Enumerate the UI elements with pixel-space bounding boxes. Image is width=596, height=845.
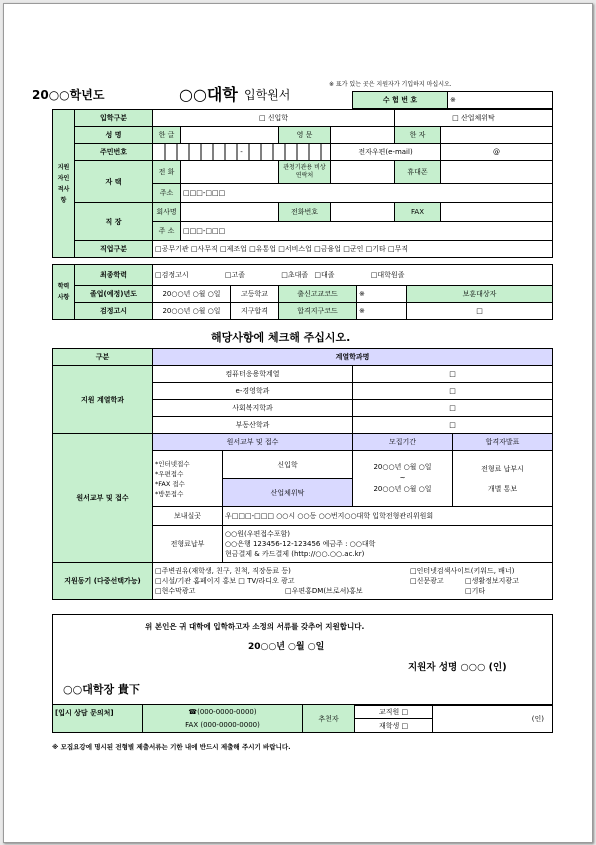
home-address-field[interactable]: □□□-□□□ <box>181 184 553 203</box>
motive-label: 지원동기 (다중선택가능) <box>53 563 153 600</box>
name-label: 성 명 <box>75 127 153 144</box>
fee-line: 현금결제 & 카드결제 (http://○○.○○.ac.kr) <box>225 550 365 558</box>
work-fax-field[interactable] <box>441 203 553 222</box>
footer-table <box>52 704 553 733</box>
contact-label: [입시 상담 문의처] <box>53 705 143 733</box>
app-type-special: 산업체위탁 <box>223 479 353 507</box>
home-address-label: 주소 <box>153 184 181 203</box>
university-name: ○○대학 <box>179 85 238 104</box>
name-hanja-label: 한 자 <box>395 127 441 144</box>
motive-option[interactable]: □인터넷검색사이트(키워드, 배너) <box>410 567 515 575</box>
app-method: *우편접수 <box>155 469 184 478</box>
school-code-mark: ※ <box>357 286 407 303</box>
applicant-section-label: 지원자인적사항 <box>53 110 75 258</box>
fee-label: 전형료납부 <box>153 526 223 563</box>
fee-line: ○○원(우편접수포함) <box>225 530 291 538</box>
dept-name: 컴퓨터응용학계열 <box>153 366 353 383</box>
contact-tel: ☎(000-0000-0000) <box>188 707 257 716</box>
contact-info <box>143 705 303 733</box>
exam-number-box <box>352 91 553 109</box>
final-edu-option[interactable]: □대학원졸 <box>370 271 405 279</box>
motive-option[interactable]: □주변권유(재학생, 친구, 친척, 직장동료 등) <box>155 567 291 575</box>
company-field[interactable] <box>181 203 279 222</box>
motive-option[interactable]: □생활정보지광고 <box>465 577 519 585</box>
home-phone-field[interactable] <box>181 161 279 184</box>
declaration-statement: 위 본인은 귀 대학에 입학하고자 소정의 서류를 갖추어 지원합니다. <box>145 622 365 631</box>
submission-note: ※ 모집요강에 명시된 전형별 제출서류는 기한 내에 반드시 제출해 주시기 바랍니다. <box>52 743 291 751</box>
form-title: 입학원서 <box>244 88 291 102</box>
app-result <box>453 451 553 507</box>
motive-option[interactable]: □신문광고 <box>410 577 444 585</box>
app-col2-header: 모집기간 <box>353 434 453 451</box>
motive-option[interactable]: □현수막광고 <box>155 587 196 595</box>
emergency-contact-label: 관청기관용 비상연락처 <box>279 161 331 184</box>
year-label: 20○○학년도 <box>32 88 105 102</box>
period-end: 20○○년 ○월 ○일 <box>373 485 432 493</box>
mail-label: 보내실곳 <box>153 507 223 526</box>
mobile-field[interactable] <box>441 161 553 184</box>
work-label: 직 장 <box>75 203 153 241</box>
recipient-label: ○○대학장 貴下 <box>63 683 140 696</box>
applicant-table <box>52 109 553 258</box>
ged-code-mark: ※ <box>357 303 407 320</box>
app-group-label: 원서교부 및 접수 <box>53 434 153 563</box>
app-type-new: 신입학 <box>223 451 353 479</box>
emergency-contact-field[interactable] <box>331 161 395 184</box>
email-label: 전자우편(e-mail) <box>331 144 441 161</box>
final-edu-option[interactable]: □고졸 <box>224 271 246 279</box>
ged-label: 검정고시 <box>75 303 153 320</box>
student-checkbox[interactable]: 재학생 □ <box>355 719 433 733</box>
final-edu-option[interactable]: □초대졸 <box>281 271 309 279</box>
final-edu-label: 최종학력 <box>75 265 153 286</box>
special-label: 보훈대상자 <box>407 286 553 303</box>
education-section-label: 학력사항 <box>53 265 75 320</box>
dept-checkbox[interactable]: □ <box>353 417 553 434</box>
motive-option[interactable]: □우편홍DM(브로셔)홍보 <box>285 587 363 595</box>
dept-checkbox[interactable]: □ <box>353 383 553 400</box>
education-table <box>52 264 553 320</box>
declaration-box <box>52 614 553 706</box>
app-method: *인터넷접수 <box>155 459 190 468</box>
name-hanja-field[interactable] <box>441 127 553 144</box>
work-address-field[interactable]: □□□-□□□ <box>181 222 553 241</box>
mail-address: 우□□□-□□□ ○○시 ○○동 ○○번지○○대학 입학전형관리위원회 <box>223 507 553 526</box>
notice-text: ※ 표가 있는 곳은 지원자가 기입하지 마십시오. <box>329 81 452 88</box>
high-school-label: 고등학교 <box>231 286 279 303</box>
exam-number-value: ※ <box>448 92 553 109</box>
name-hangul-label: 한 글 <box>153 127 181 144</box>
recommender-label: 추천자 <box>303 705 355 733</box>
final-edu-options[interactable] <box>153 265 553 286</box>
name-eng-field[interactable] <box>331 127 395 144</box>
work-address-label: 주 소 <box>153 222 181 241</box>
name-eng-label: 영 문 <box>279 127 331 144</box>
ged-date[interactable]: 20○○년 ○월 ○일 <box>153 303 231 320</box>
ged-region-label: 지구합격 <box>231 303 279 320</box>
period-start: 20○○년 ○월 ○일 <box>373 463 432 471</box>
app-method: *FAX 접수 <box>155 479 185 488</box>
admission-special-checkbox[interactable]: □ 산업체위탁 <box>395 110 553 127</box>
result-line: 개별 통보 <box>487 484 518 493</box>
special-checkbox[interactable]: □ <box>407 303 553 320</box>
declaration-date: 20○○년 ○월 ○일 <box>248 642 325 652</box>
mobile-label: 휴대폰 <box>395 161 441 184</box>
home-phone-label: 전 화 <box>153 161 181 184</box>
ged-code-label: 합격지구코드 <box>279 303 357 320</box>
contact-fax: FAX (000-0000-0000) <box>185 720 260 729</box>
company-label: 회사명 <box>153 203 181 222</box>
name-hangul-field[interactable] <box>181 127 279 144</box>
dept-name: 사회복지학과 <box>153 400 353 417</box>
dept-checkbox[interactable]: □ <box>353 366 553 383</box>
motive-option[interactable]: □시설/기관 홈페이지 홍보 □ TV/라디오 광고 <box>155 577 295 585</box>
final-edu-option[interactable]: □검정고시 <box>155 271 189 279</box>
department-table <box>52 348 553 600</box>
job-type-label: 직업구분 <box>75 241 153 258</box>
dept-name: e-경영학과 <box>153 383 353 400</box>
work-fax-label: FAX <box>395 203 441 222</box>
work-phone-label: 전화번호 <box>279 203 331 222</box>
admission-new-checkbox[interactable]: □ 신입학 <box>153 110 395 127</box>
admission-type-label: 입학구분 <box>75 110 153 127</box>
form-page <box>3 3 593 843</box>
resident-no-label: 주민번호 <box>75 144 153 161</box>
division-label: 구분 <box>53 349 153 366</box>
dept-checkbox[interactable]: □ <box>353 400 553 417</box>
dept-header: 계열학과명 <box>153 349 553 366</box>
resident-no-field[interactable]: - <box>153 144 331 161</box>
school-code-label: 출신고교코드 <box>279 286 357 303</box>
fee-line: ○○은행 123456-12-123456 예금주 : ○○대학 <box>225 540 376 548</box>
exam-number-label: 수 험 번 호 <box>353 92 448 109</box>
app-col1-header: 원서교부 및 접수 <box>153 434 353 451</box>
motive-options[interactable] <box>153 563 553 600</box>
applicant-signature: 지원자 성명 ○○○ (인) <box>408 662 507 673</box>
graduation-label: 졸업(예정)년도 <box>75 286 153 303</box>
app-period <box>353 451 453 507</box>
period-separator: ~ <box>399 474 406 482</box>
job-type-options[interactable]: □공무기관 □사무직 □제조업 □유통업 □서비스업 □금융업 □군인 □기타 □무직 <box>153 241 553 258</box>
app-col3-header: 합격자발표 <box>453 434 553 451</box>
result-line: 전형료 납부시 <box>481 464 524 473</box>
dept-name: 부동산학과 <box>153 417 353 434</box>
check-heading: 해당사항에 체크해 주십시오. <box>211 331 351 344</box>
dept-group-label: 지원 계열학과 <box>53 366 153 434</box>
graduation-date[interactable]: 20○○년 ○월 ○일 <box>153 286 231 303</box>
seal-mark: (인) <box>433 705 553 733</box>
staff-checkbox[interactable]: 교직원 □ <box>355 705 433 719</box>
app-method: *방문접수 <box>155 489 184 498</box>
work-phone-field[interactable] <box>331 203 395 222</box>
email-field[interactable]: @ <box>441 144 553 161</box>
home-label: 자 택 <box>75 161 153 203</box>
app-methods <box>153 451 223 507</box>
fee-info <box>223 526 553 563</box>
motive-option[interactable]: □기타 <box>465 587 486 595</box>
final-edu-option[interactable]: □대졸 <box>314 271 335 279</box>
